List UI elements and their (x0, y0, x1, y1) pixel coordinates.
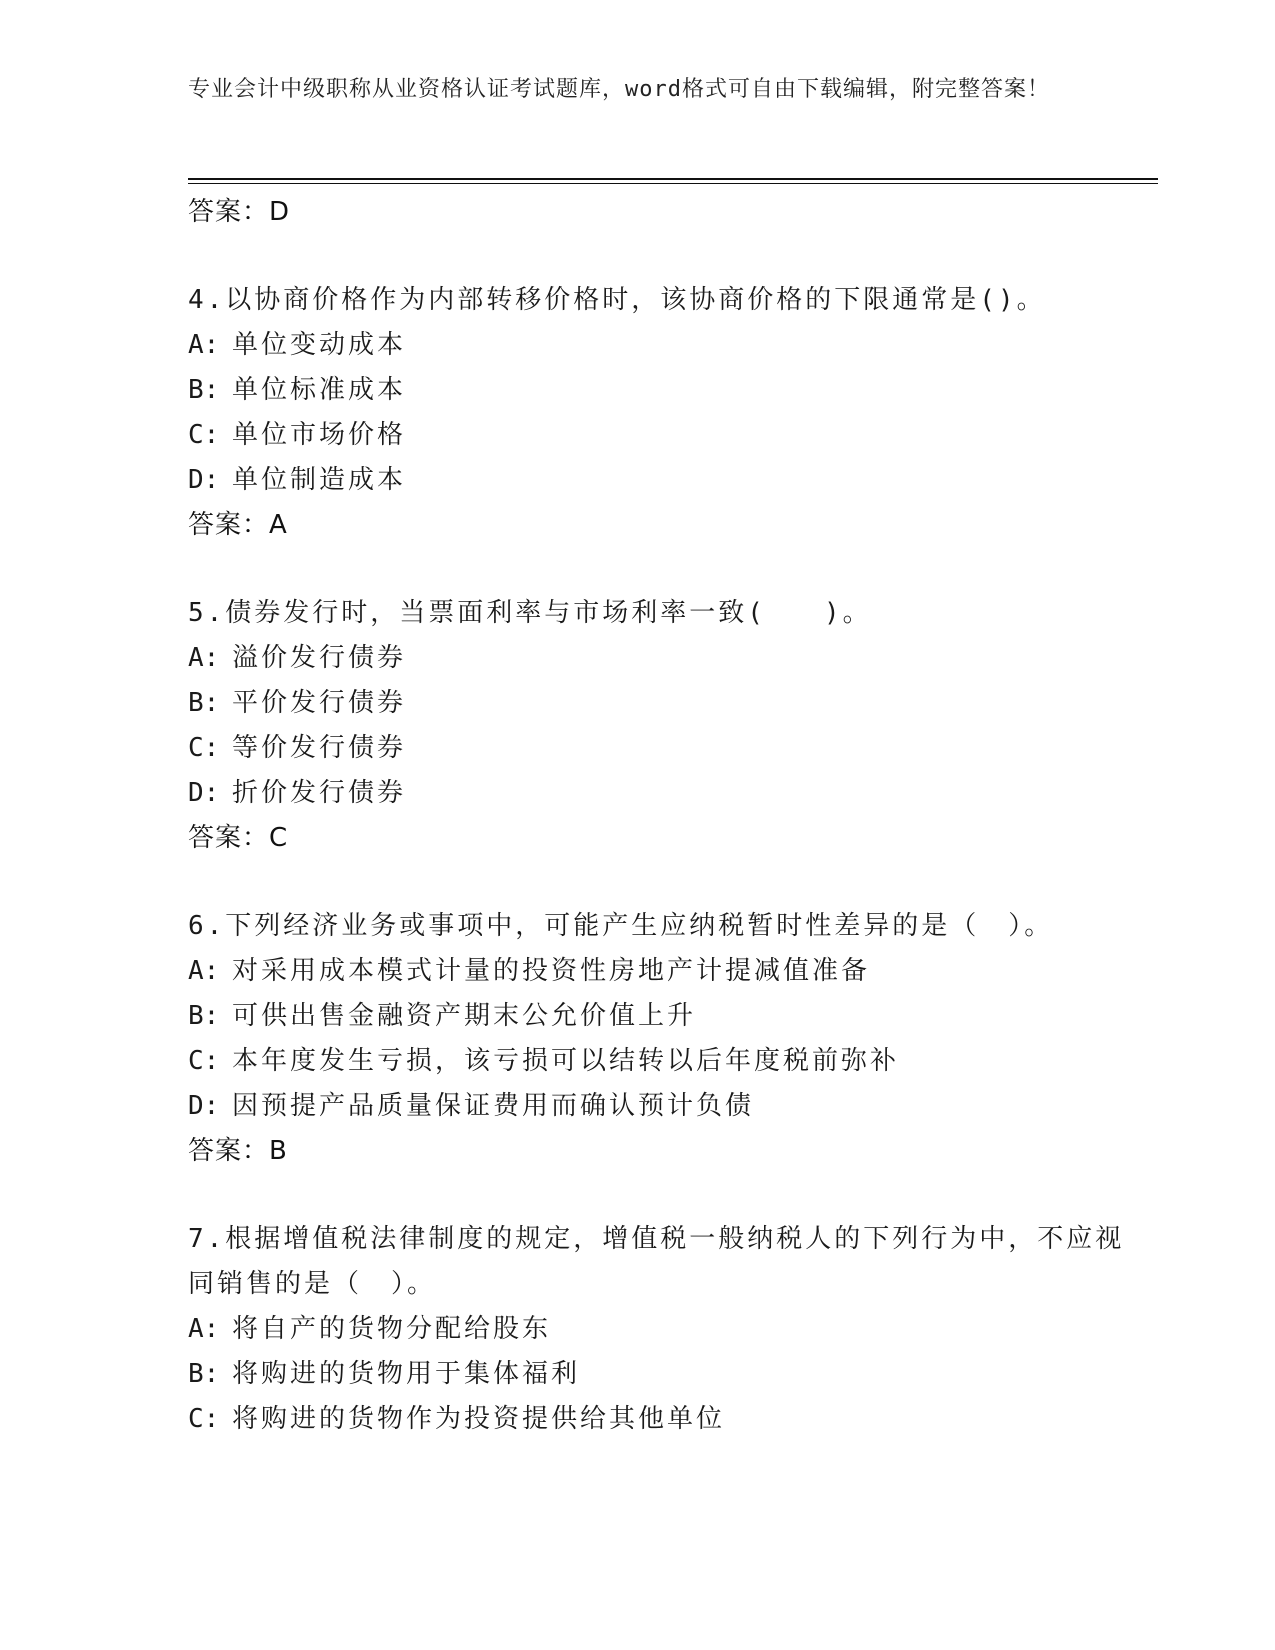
option-letter: C: (188, 1046, 220, 1076)
option-text: 将购进的货物作为投资提供给其他单位 (232, 1404, 726, 1434)
option-text: 将自产的货物分配给股东 (232, 1314, 552, 1344)
option-7a (188, 1307, 1148, 1352)
option-5a (188, 636, 1148, 681)
question-list (188, 190, 1148, 1442)
option-letter: B: (188, 1359, 220, 1389)
option-letter: B: (188, 688, 220, 718)
option-6a (188, 949, 1148, 994)
answer-q3: 答案：D (188, 197, 291, 227)
option-text: 可供出售金融资产期末公允价值上升 (232, 1001, 697, 1031)
option-6d (188, 1084, 1148, 1129)
document-header: 专业会计中级职称从业资格认证考试题库，word格式可自由下载编辑，附完整答案！ (188, 77, 1050, 102)
option-text: 单位变动成本 (232, 330, 407, 360)
spacer (188, 547, 1148, 591)
option-4c (188, 413, 1148, 458)
answer-q6: 答案：B (188, 1136, 288, 1166)
header-rule-thin (188, 183, 1158, 184)
option-5d (188, 771, 1148, 816)
question-stem-4: 4.以协商价格作为内部转移价格时，该协商价格的下限通常是()。 (188, 285, 1046, 315)
spacer (188, 860, 1148, 904)
option-6b (188, 994, 1148, 1039)
option-5b (188, 681, 1148, 726)
option-7b (188, 1352, 1148, 1397)
option-letter: B: (188, 1001, 220, 1031)
option-letter: A: (188, 330, 220, 360)
question-stem-7: 7.根据增值税法律制度的规定，增值税一般纳税人的下列行为中，不应视同销售的是（ ）。 (188, 1224, 1125, 1299)
option-letter: B: (188, 375, 220, 405)
option-text: 折价发行债券 (232, 778, 407, 808)
option-text: 平价发行债券 (232, 688, 407, 718)
option-text: 溢价发行债券 (232, 643, 407, 673)
answer-q5: 答案：C (188, 823, 289, 853)
option-4a (188, 323, 1148, 368)
option-4d (188, 458, 1148, 503)
question-stem-6: 6.下列经济业务或事项中，可能产生应纳税暂时性差异的是（ ）。 (188, 911, 1054, 941)
option-text: 单位市场价格 (232, 420, 407, 450)
question-block-7 (188, 1217, 1148, 1442)
question-block-4 (188, 278, 1148, 547)
answer-q4: 答案：A (188, 510, 288, 540)
option-text: 本年度发生亏损，该亏损可以结转以后年度税前弥补 (232, 1046, 900, 1076)
option-letter: C: (188, 733, 220, 763)
option-4b (188, 368, 1148, 413)
option-letter: D: (188, 1091, 220, 1121)
option-text: 将购进的货物用于集体福利 (232, 1359, 581, 1389)
question-block-5 (188, 591, 1148, 860)
option-5c (188, 726, 1148, 771)
option-text: 单位标准成本 (232, 375, 407, 405)
option-letter: A: (188, 956, 220, 986)
option-text: 对采用成本模式计量的投资性房地产计提减值准备 (232, 956, 871, 986)
option-7c (188, 1397, 1148, 1442)
option-text: 等价发行债券 (232, 733, 407, 763)
question-block-6 (188, 904, 1148, 1173)
option-letter: D: (188, 778, 220, 808)
header-rule-thick (188, 178, 1158, 180)
option-text: 单位制造成本 (232, 465, 407, 495)
option-text: 因预提产品质量保证费用而确认预计负债 (232, 1091, 755, 1121)
option-letter: A: (188, 643, 220, 673)
option-letter: D: (188, 465, 220, 495)
spacer (188, 1173, 1148, 1217)
spacer (188, 234, 1148, 278)
option-letter: A: (188, 1314, 220, 1344)
question-stem-5: 5.债券发行时，当票面利率与市场利率一致( )。 (188, 598, 872, 628)
option-letter: C: (188, 1404, 220, 1434)
option-6c (188, 1039, 1148, 1084)
option-letter: C: (188, 420, 220, 450)
